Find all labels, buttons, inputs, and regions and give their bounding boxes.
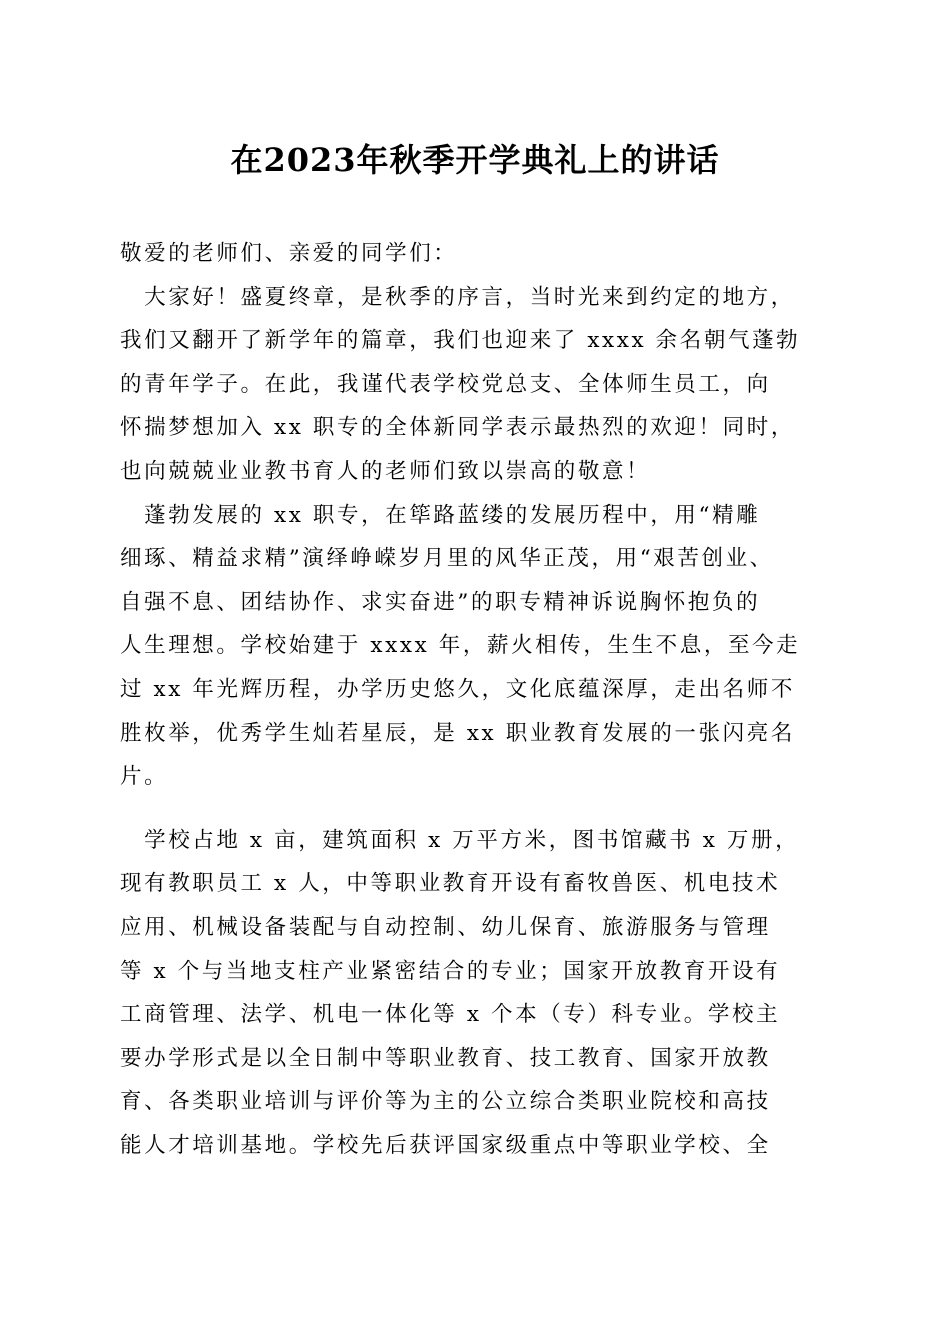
- paragraph-1-line-4: 怀揣梦想加入 xx 职专的全体新同学表示最热烈的欢迎！同时，: [120, 415, 795, 441]
- paragraph-gap: [120, 799, 840, 819]
- paragraph-3-line-7: 育、各类职业培训与评价等为主的公立综合类职业院校和高技: [120, 1089, 771, 1115]
- paragraph-3-line-2: 现有教职员工 x 人，中等职业教育开设有畜牧兽医、机电技术: [120, 871, 781, 897]
- paragraph-1-line-1: 大家好！盛夏终章，是秋季的序言，当时光来到约定的地方，: [120, 284, 795, 310]
- paragraph-3-line-8: 能人才培训基地。学校先后获评国家级重点中等职业学校、全: [120, 1132, 771, 1158]
- paragraph-2-line-2: 细琢、精益求精”演绎峥嵘岁月里的风华正茂，用“艰苦创业、: [120, 546, 774, 572]
- paragraph-1-line-2: 我们又翻开了新学年的篇章，我们也迎来了 xxxx 余名朝气蓬勃: [120, 328, 801, 354]
- document-title: 在2023年秋季开学典礼上的讲话: [230, 141, 720, 179]
- paragraph-2-line-4: 人生理想。学校始建于 xxxx 年，薪火相传，生生不息，至今走: [120, 633, 801, 659]
- paragraph-3-line-3: 应用、机械设备装配与自动控制、幼儿保育、旅游服务与管理: [120, 914, 771, 940]
- paragraph-2-line-6: 胜枚举，优秀学生灿若星辰，是 xx 职业教育发展的一张闪亮名: [120, 720, 795, 746]
- salutation-line: 敬爱的老师们、亲爱的同学们：: [120, 241, 458, 266]
- paragraph-3-line-5: 工商管理、法学、机电一体化等 x 个本（专）科专业。学校主: [120, 1002, 781, 1028]
- paragraph-2-line-3: 自强不息、团结协作、求实奋进”的职专精神诉说胸怀抱负的: [120, 589, 761, 615]
- paragraph-1-line-5: 也向兢兢业业教书育人的老师们致以崇高的敬意！: [120, 458, 651, 484]
- paragraph-3-line-4: 等 x 个与当地支柱产业紧密结合的专业；国家开放教育开设有: [120, 958, 781, 984]
- paragraph-1-line-3: 的青年学子。在此，我谨代表学校党总支、全体师生员工，向: [120, 371, 771, 397]
- paragraph-3-line-1: 学校占地 x 亩，建筑面积 x 万平方米，图书馆藏书 x 万册，: [120, 827, 800, 853]
- paragraph-2-line-5: 过 xx 年光辉历程，办学历史悠久，文化底蕴深厚，走出名师不: [120, 676, 795, 702]
- document-body: [120, 232, 840, 1167]
- paragraph-2-line-1: 蓬勃发展的 xx 职专，在筚路蓝缕的发展历程中，用“精雕: [120, 502, 761, 528]
- paragraph-3-line-6: 要办学形式是以全日制中等职业教育、技工教育、国家开放教: [120, 1045, 771, 1071]
- paragraph-2-line-7: 片。: [120, 764, 169, 790]
